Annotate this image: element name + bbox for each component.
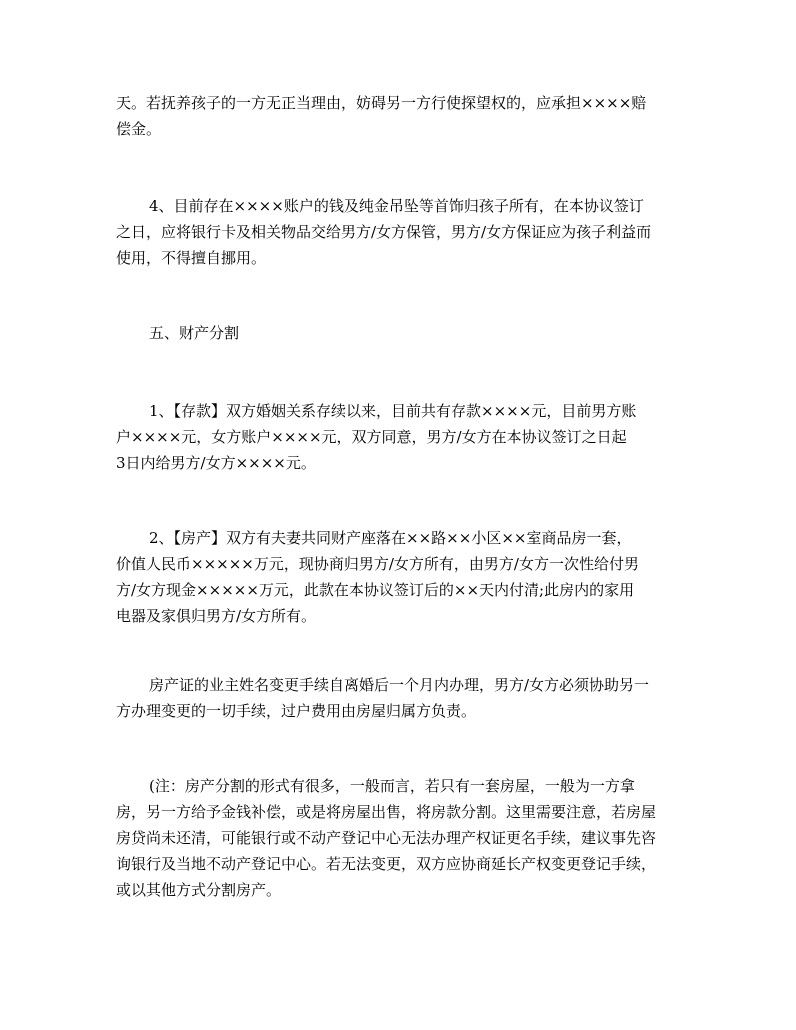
text-line: 1、【存款】双方婚姻关系存续以来，目前共有存款××××元，目前男方账 bbox=[149, 402, 637, 420]
paragraph-child-property bbox=[116, 193, 686, 271]
paragraph-real-estate bbox=[116, 525, 686, 629]
text-line: 4、目前存在××××账户的钱及纯金吊坠等首饰归孩子所有，在本协议签订 bbox=[149, 197, 644, 215]
text-line: 五、财产分割 bbox=[149, 324, 240, 342]
text-line: 价值人民币×××××万元，现协商归男方/女方所有，由男方/女方一次性给付男 bbox=[116, 555, 639, 573]
text-line: 房贷尚未还清，可能银行或不动产登记中心无法办理产权证更名手续，建议事先咨 bbox=[116, 829, 657, 847]
text-line: 之日，应将银行卡及相关物品交给男方/女方保管，男方/女方保证应为孩子利益而 bbox=[116, 223, 652, 241]
section-heading-property-division bbox=[116, 320, 686, 346]
text-line: 或以其他方式分割房产。 bbox=[116, 881, 282, 899]
paragraph-note bbox=[116, 773, 686, 903]
text-line: 使用，不得擅自挪用。 bbox=[116, 249, 267, 267]
text-line: 天。若抚养孩子的一方无正当理由，妨碍另一方行使探望权的，应承担××××赔 bbox=[116, 94, 647, 112]
text-line: 房，另一方给予金钱补偿，或是将房屋出售，将房款分割。这里需要注意，若房屋 bbox=[116, 803, 657, 821]
text-line: 方/女方现金×××××万元，此款在本协议签订后的××天内付清;此房内的家用 bbox=[116, 581, 635, 599]
text-line: (注：房产分割的形式有很多，一般而言，若只有一套房屋，一般为一方拿 bbox=[149, 777, 635, 795]
paragraph-visitation-compensation bbox=[116, 90, 686, 142]
text-line: 2、【房产】双方有夫妻共同财产座落在××路××小区××室商品房一套， bbox=[149, 529, 632, 547]
text-line: 电器及家俱归男方/女方所有。 bbox=[116, 607, 317, 625]
text-line: 询银行及当地不动产登记中心。若无法变更，双方应协商延长产权变更登记手续， bbox=[116, 855, 657, 873]
text-line: 房产证的业主姓名变更手续自离婚后一个月内办理，男方/女方必须协助另一 bbox=[149, 676, 650, 694]
paragraph-savings bbox=[116, 398, 686, 476]
text-line: 3日内给男方/女方××××元。 bbox=[116, 454, 316, 472]
text-line: 户××××元，女方账户××××元，双方同意，男方/女方在本协议签订之日起 bbox=[116, 428, 627, 446]
text-line: 方办理变更的一切手续，过户费用由房屋归属方负责。 bbox=[116, 702, 477, 720]
text-line: 偿金。 bbox=[116, 120, 162, 138]
paragraph-title-transfer bbox=[116, 672, 686, 724]
